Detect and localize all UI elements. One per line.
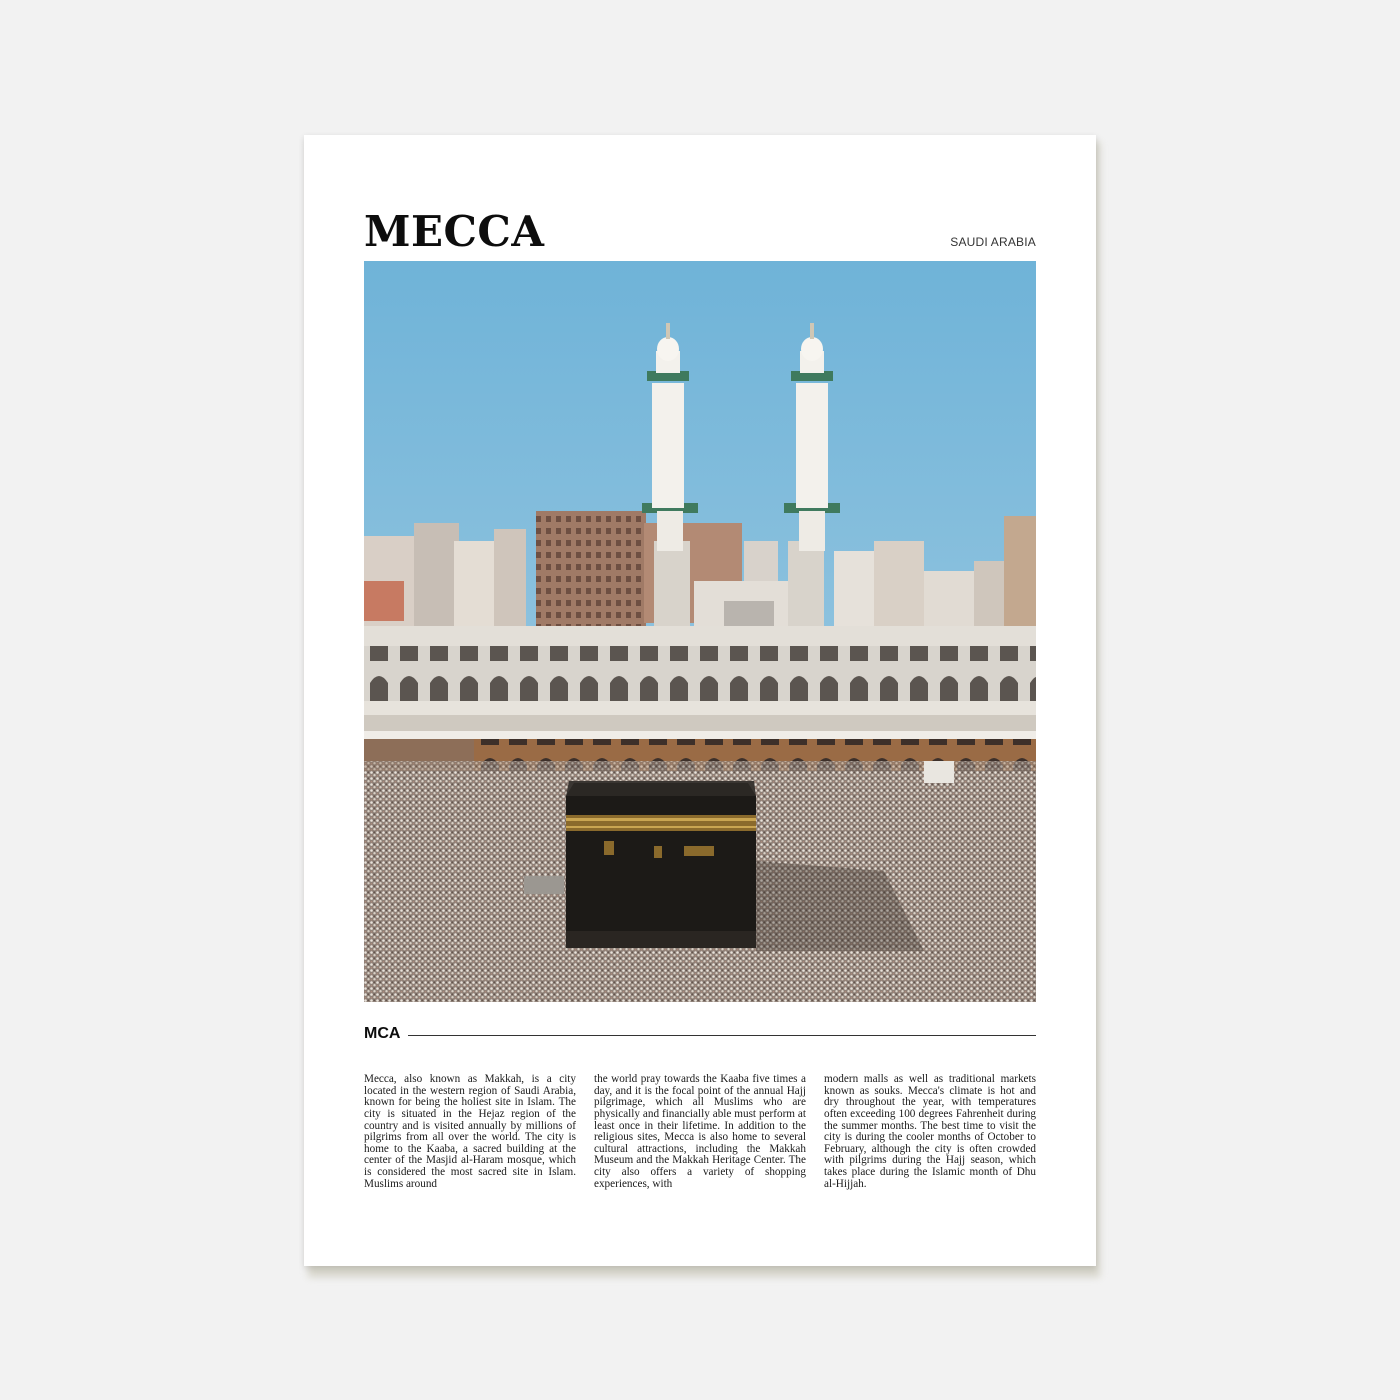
description-columns	[364, 1063, 1036, 1201]
description-column-2: the world pray towards the Kaaba five times a day, and it is the focal point of the annual Hajj pilgrimage, which all Muslims who are physically and financially able must perform at least once in their lifetime. In addition to the religious sites, Mecca is also home to several cultural attractions, including the Makkah Museum and the Makkah Heritage Center. The city also offers a variety of shopping experiences, with	[594, 1073, 806, 1190]
city-code: MCA	[364, 1025, 401, 1042]
kaaba	[566, 781, 756, 948]
upper-arcade	[364, 646, 1036, 704]
description-column-3: modern malls as well as traditional markets known as souks. Mecca's climate is hot and dry throughout the year, with temperatures often exceeding 100 degrees Fahrenheit during the summer months. The best time to visit the city is during the cooler months of October to February, although the city is often crowded with pilgrims during the Hajj season, which takes place during the Islamic month of Dhu al-Hijjah.	[824, 1073, 1036, 1190]
country-label: SAUDI ARABIA	[950, 235, 1036, 249]
poster	[304, 135, 1096, 1266]
city-code-row	[364, 1025, 1036, 1045]
colonnade-roof	[364, 626, 1036, 646]
city-photo	[364, 261, 1036, 1002]
divider-line	[408, 1035, 1036, 1036]
kaaba-scene-illustration	[364, 261, 1036, 1002]
city-title: MECCA	[364, 207, 545, 256]
description-column-1: Mecca, also known as Makkah, is a city located in the western region of Saudi Arabia, known for being the holiest site in Islam. The city is situated in the Hejaz region of the country and is visited annually by millions of pilgrims from all over the world. The city is home to the Kaaba, a sacred building at the center of the Masjid al-Haram mosque, which is considered the most sacred site in Islam. Muslims around	[364, 1073, 576, 1190]
